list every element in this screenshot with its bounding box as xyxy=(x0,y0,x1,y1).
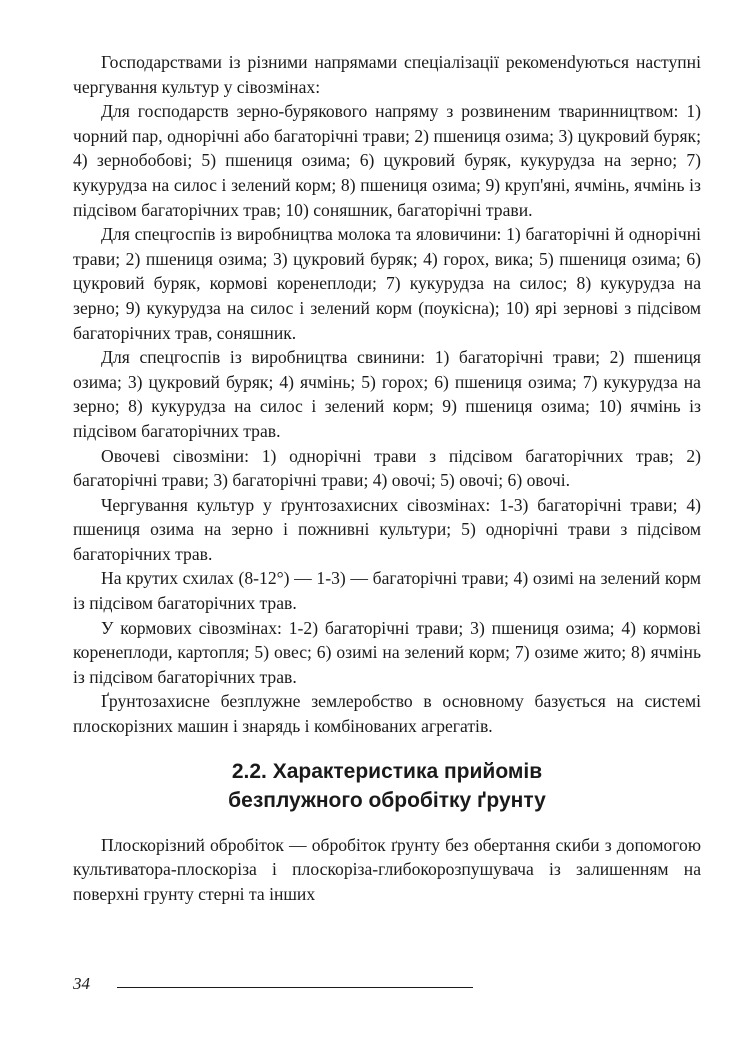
paragraph-grain-beet: Для господарств зерно-бурякового напряму з розвиненим тваринництвом: 1) чорний пар, однорічні або багаторічні трави; 2) пшениця озима; 3) цукровий буряк; 4) зернобобові; 5) пшениця озима; 6) цукровий буряк, кукурудза на зерно; 7) кукурудза на силос і зелений корм; 8) пшениця озима; 9) круп'яні, ячмінь, ячмінь із підсівом багаторічних трав; 10) соняшник, багаторічні трави. xyxy=(73,101,701,220)
section-heading-line-2: безплужного обробітку ґрунту xyxy=(228,788,546,812)
paragraph-soil-protective: Чергування культур у ґрунтозахисних сівозмінах: 1-3) багаторічні трави; 4) пшениця озима на зерно і пожнивні культури; 5) однорічні трави з підсівом багаторічних трав. xyxy=(73,494,701,564)
page-number: 34 xyxy=(73,974,90,993)
paragraph-dairy-beef: Для спецгоспів із виробництва молока та яловичини: 1) багаторічні й однорічні трави; 2) пшениця озима; 3) цукровий буряк; 4) горох, вика; 5) пшениця озима; 6) цукровий буряк, кормові коренеплоди; 7) кукурудза на силос; 8) кукурудза на зерно; 9) кукурудза на силос і зелений корм (поукісна); 10) ярі зернові з підсівом багаторічних трав, соняшник. xyxy=(73,224,701,343)
page-content xyxy=(73,50,701,906)
paragraph-vegetable: Овочеві сівозміни: 1) однорічні трави з підсівом багаторічних трав; 2) багаторічні трави; 3) багаторічні трави; 4) овочі; 5) овочі; 6) овочі. xyxy=(73,445,701,491)
paragraph-forage: У кормових сівозмінах: 1-2) багаторічні трави; 3) пшениця озима; 4) кормові коренеплоди, картопля; 5) овес; 6) озимі на зелений корм; 7) озиме жито; 8) ячмінь із підсівом багаторічних трав. xyxy=(73,617,701,687)
paragraph-flat-cut-tillage: Плоскорізний обробіток — обробіток ґрунту без обертання скиби з допомогою культиватора-плоскоріза і плоскоріза-глибокорозпушувача із залишенням на поверхні грунту стерні та інших xyxy=(73,834,701,904)
section-heading-line-1: 2.2. Характеристика прийомів xyxy=(231,759,543,783)
paragraph-intro: Господарствами із різними напрямами спеціалізації рекоменdуються наступні чергування культур у сівозмінах: xyxy=(73,52,701,97)
footer-rule xyxy=(117,987,473,988)
page-footer xyxy=(73,968,473,998)
paragraph-no-till: Ґрунтозахисне безплужне землеробство в основному базується на системі плоскорізних машин і знарядь і комбінованих агрегатів. xyxy=(73,691,701,737)
paragraph-pork: Для спецгоспів із виробництва свинини: 1) багаторічні трави; 2) пшениця озима; 3) цукровий буряк; 4) ячмінь; 5) горох; 6) пшениця озима; 7) кукурудза на зерно; 8) кукурудза на силос і зелений корм; 9) пшениця озима; 10) ячмінь із підсівом багаторічних трав. xyxy=(73,347,701,441)
section-heading xyxy=(73,757,701,815)
paragraph-steep-slopes: На крутих схилах (8-12°) — 1-3) — багаторічні трави; 4) озимі на зелений корм із підсівом багаторічних трав. xyxy=(73,568,701,614)
